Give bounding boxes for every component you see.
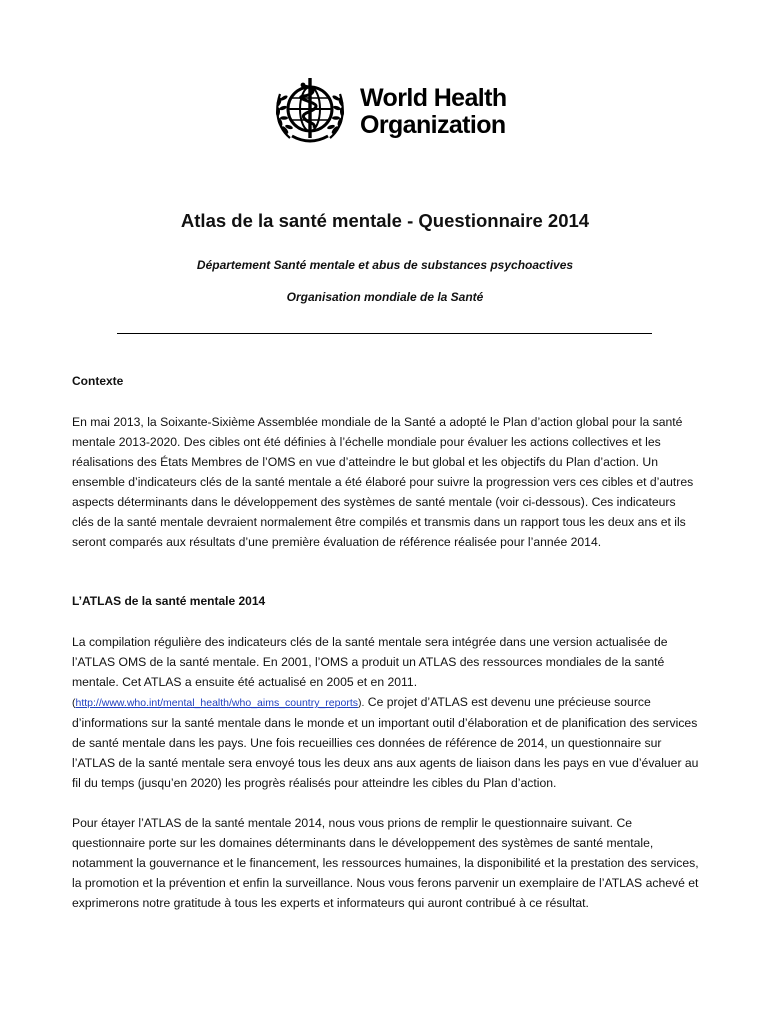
who-logo — [270, 72, 507, 152]
atlas-heading: L’ATLAS de la santé mentale 2014 — [72, 594, 266, 608]
link-open-paren: ( — [72, 697, 76, 709]
atlas-text-before-link: La compilation régulière des indicateurs clés de la santé mentale sera intégrée dans une version actualisée de l’ATLAS OMS de la santé mentale. En 2001, l’OMS a produit un ATLAS des ressources mondiales de la santé mentale. Cet ATLAS a ensuite été actualisé en 2005 et en 2011. — [72, 635, 668, 689]
organization-subtitle: Organisation mondiale de la Santé — [286, 290, 484, 304]
who-emblem-icon — [270, 72, 350, 152]
who-aims-reports-link[interactable]: http://www.who.int/mental_health/who_aims_country_reports — [75, 697, 358, 709]
atlas-paragraph — [72, 632, 700, 793]
questionnaire-paragraph: Pour étayer l’ATLAS de la santé mentale 2014, nous vous prions de remplir le questionnaire suivant. Ce questionnaire porte sur les domaines déterminants dans le développement des systèmes de santé mentale, notamment la gouvernance et le financement, les ressources humaines, la disponibilité et la prestation des services, la promotion et la prévention et enfin la surveillance. Nous vous ferons parvenir un exemplaire de l’ATLAS achevé et exprimerons notre gratitude à tous les experts et informateurs qui auront contribué à ce résultat. — [72, 816, 699, 910]
horizontal-rule — [117, 333, 652, 334]
document-title: Atlas de la santé mentale - Questionnaire 2014 — [180, 210, 590, 231]
logo-line-2: Organization — [360, 111, 506, 139]
contexte-heading: Contexte — [72, 374, 124, 388]
contexte-paragraph: En mai 2013, la Soixante-Sixième Assemblée mondiale de la Santé a adopté le Plan d’action global pour la santé mentale 2013-2020. Des cibles ont été définies à l’échelle mondiale pour évaluer les actions collectives et les réalisations des États Membres de l’OMS en vue d’atteindre le but global et les objectifs du Plan d’action. Un ensemble d’indicateurs clés de la santé mentale a été élaboré pour suivre la progression vers ces cibles et d’autres aspects déterminants dans le développement des systèmes de santé mentale (voir ci-dessous). Ces indicateurs clés de la santé mentale devraient normalement être compilés et transmis dans un rapport tous les deux ans et ils seront comparés aux résultats d’une première évaluation de référence réalisée pour l’année 2014. — [72, 415, 694, 549]
department-subtitle: Département Santé mentale et abus de substances psychoactives — [196, 258, 574, 272]
atlas-text-after-link: Ce projet d’ATLAS est devenu une précieuse source d’informations sur la santé mentale dans le monde et un important outil d’élaboration et de planification des services de santé mentale dans les pays. Une fois recueillies ces données de référence de 2014, un questionnaire sur l’ATLAS de la santé mentale sera envoyé tous les deux ans aux agents de liaison dans les pays en vue d’évaluer au fil du temps (jusqu’en 2020) les progrès réalisés pour atteindre les cibles du Plan d’action. — [72, 695, 699, 790]
link-close-paren: ). — [357, 697, 365, 709]
logo-line-1: World Health — [360, 84, 507, 112]
who-logo-text — [360, 85, 507, 139]
